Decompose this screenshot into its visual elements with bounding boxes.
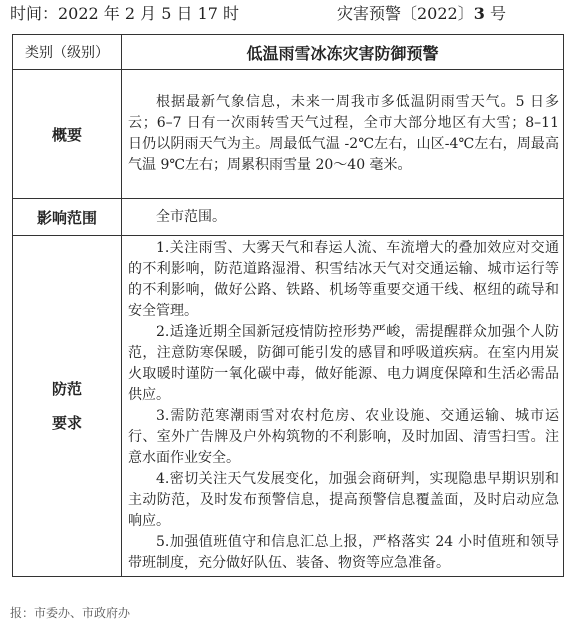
document-header <box>10 2 563 28</box>
issue-time: 时间：2022 年 2 月 5 日 17 时 <box>10 4 240 23</box>
requirements-label-line-2: 要求 <box>51 414 82 432</box>
document-number-prefix: 灾害预警〔2022〕 <box>337 4 474 23</box>
category-label: 类别（级别） <box>13 35 122 70</box>
document-number-value: 3 <box>473 4 485 23</box>
impact-text: 全市范围。 <box>156 208 226 225</box>
requirement-item: 2.适逢近期全国新冠疫情防控形势严峻，需提醒群众加强个人防范，注意防寒保暖，防御可能引发的感冒和呼吸道疾病。在室内用炭火取暖时谨防一氧化碳中毒，做好能源、电力调度保障和生活必需品供应。 <box>128 324 559 403</box>
requirements-content <box>122 236 564 577</box>
requirement-item: 4.密切关注天气发展变化，加强会商研判，实现隐患早期识别和主动防范，及时发布预警信息，提高预警信息覆盖面，及时启动应急响应。 <box>128 471 559 529</box>
footer-distribution: 报：市委办、市政府办 <box>10 606 131 620</box>
overview-label: 概要 <box>13 70 122 199</box>
requirement-item: 5.加强值班值守和信息汇总上报，严格落实 24 小时值班和领导带班制度，充分做好队伍、装备、物资等应急准备。 <box>128 534 559 571</box>
overview-content <box>122 70 564 199</box>
title-row <box>13 35 564 70</box>
impact-content <box>122 199 564 236</box>
warning-table <box>12 34 564 577</box>
overview-text: 根据最新气象信息，未来一周我市多低温阴雨雪天气。5 日多云；6–7 日有一次雨转雪天气过程，全市大部分地区有大雪；8–11 日仍以阴雨天气为主。周最低气温 -2℃左右，山区-4℃左右，周最高气温 9℃左右；周累积雨雪量 20～40 毫米。 <box>128 94 559 173</box>
impact-label: 影响范围 <box>13 199 122 236</box>
warning-title: 低温雨雪冰冻灾害防御预警 <box>122 35 564 70</box>
document-number-suffix: 号 <box>484 4 506 23</box>
requirement-item: 3.需防范寒潮雨雪对农村危房、农业设施、交通运输、城市运行、室外广告牌及户外构筑物的不利影响，及时加固、清雪扫雪。注意水面作业安全。 <box>128 408 559 466</box>
requirement-item: 1.关注雨雪、大雾天气和春运人流、车流增大的叠加效应对交通的不利影响，防范道路湿滑、积雪结冰天气对交通运输、城市运行等的不利影响，做好公路、铁路、机场等重要交通干线、枢纽的疏导和安全管理。 <box>128 240 559 319</box>
overview-row <box>13 70 564 199</box>
requirements-label <box>13 236 122 577</box>
document-number <box>337 2 506 26</box>
requirements-label-line-1: 防范 <box>51 380 82 398</box>
requirements-row <box>13 236 564 577</box>
impact-row <box>13 199 564 236</box>
